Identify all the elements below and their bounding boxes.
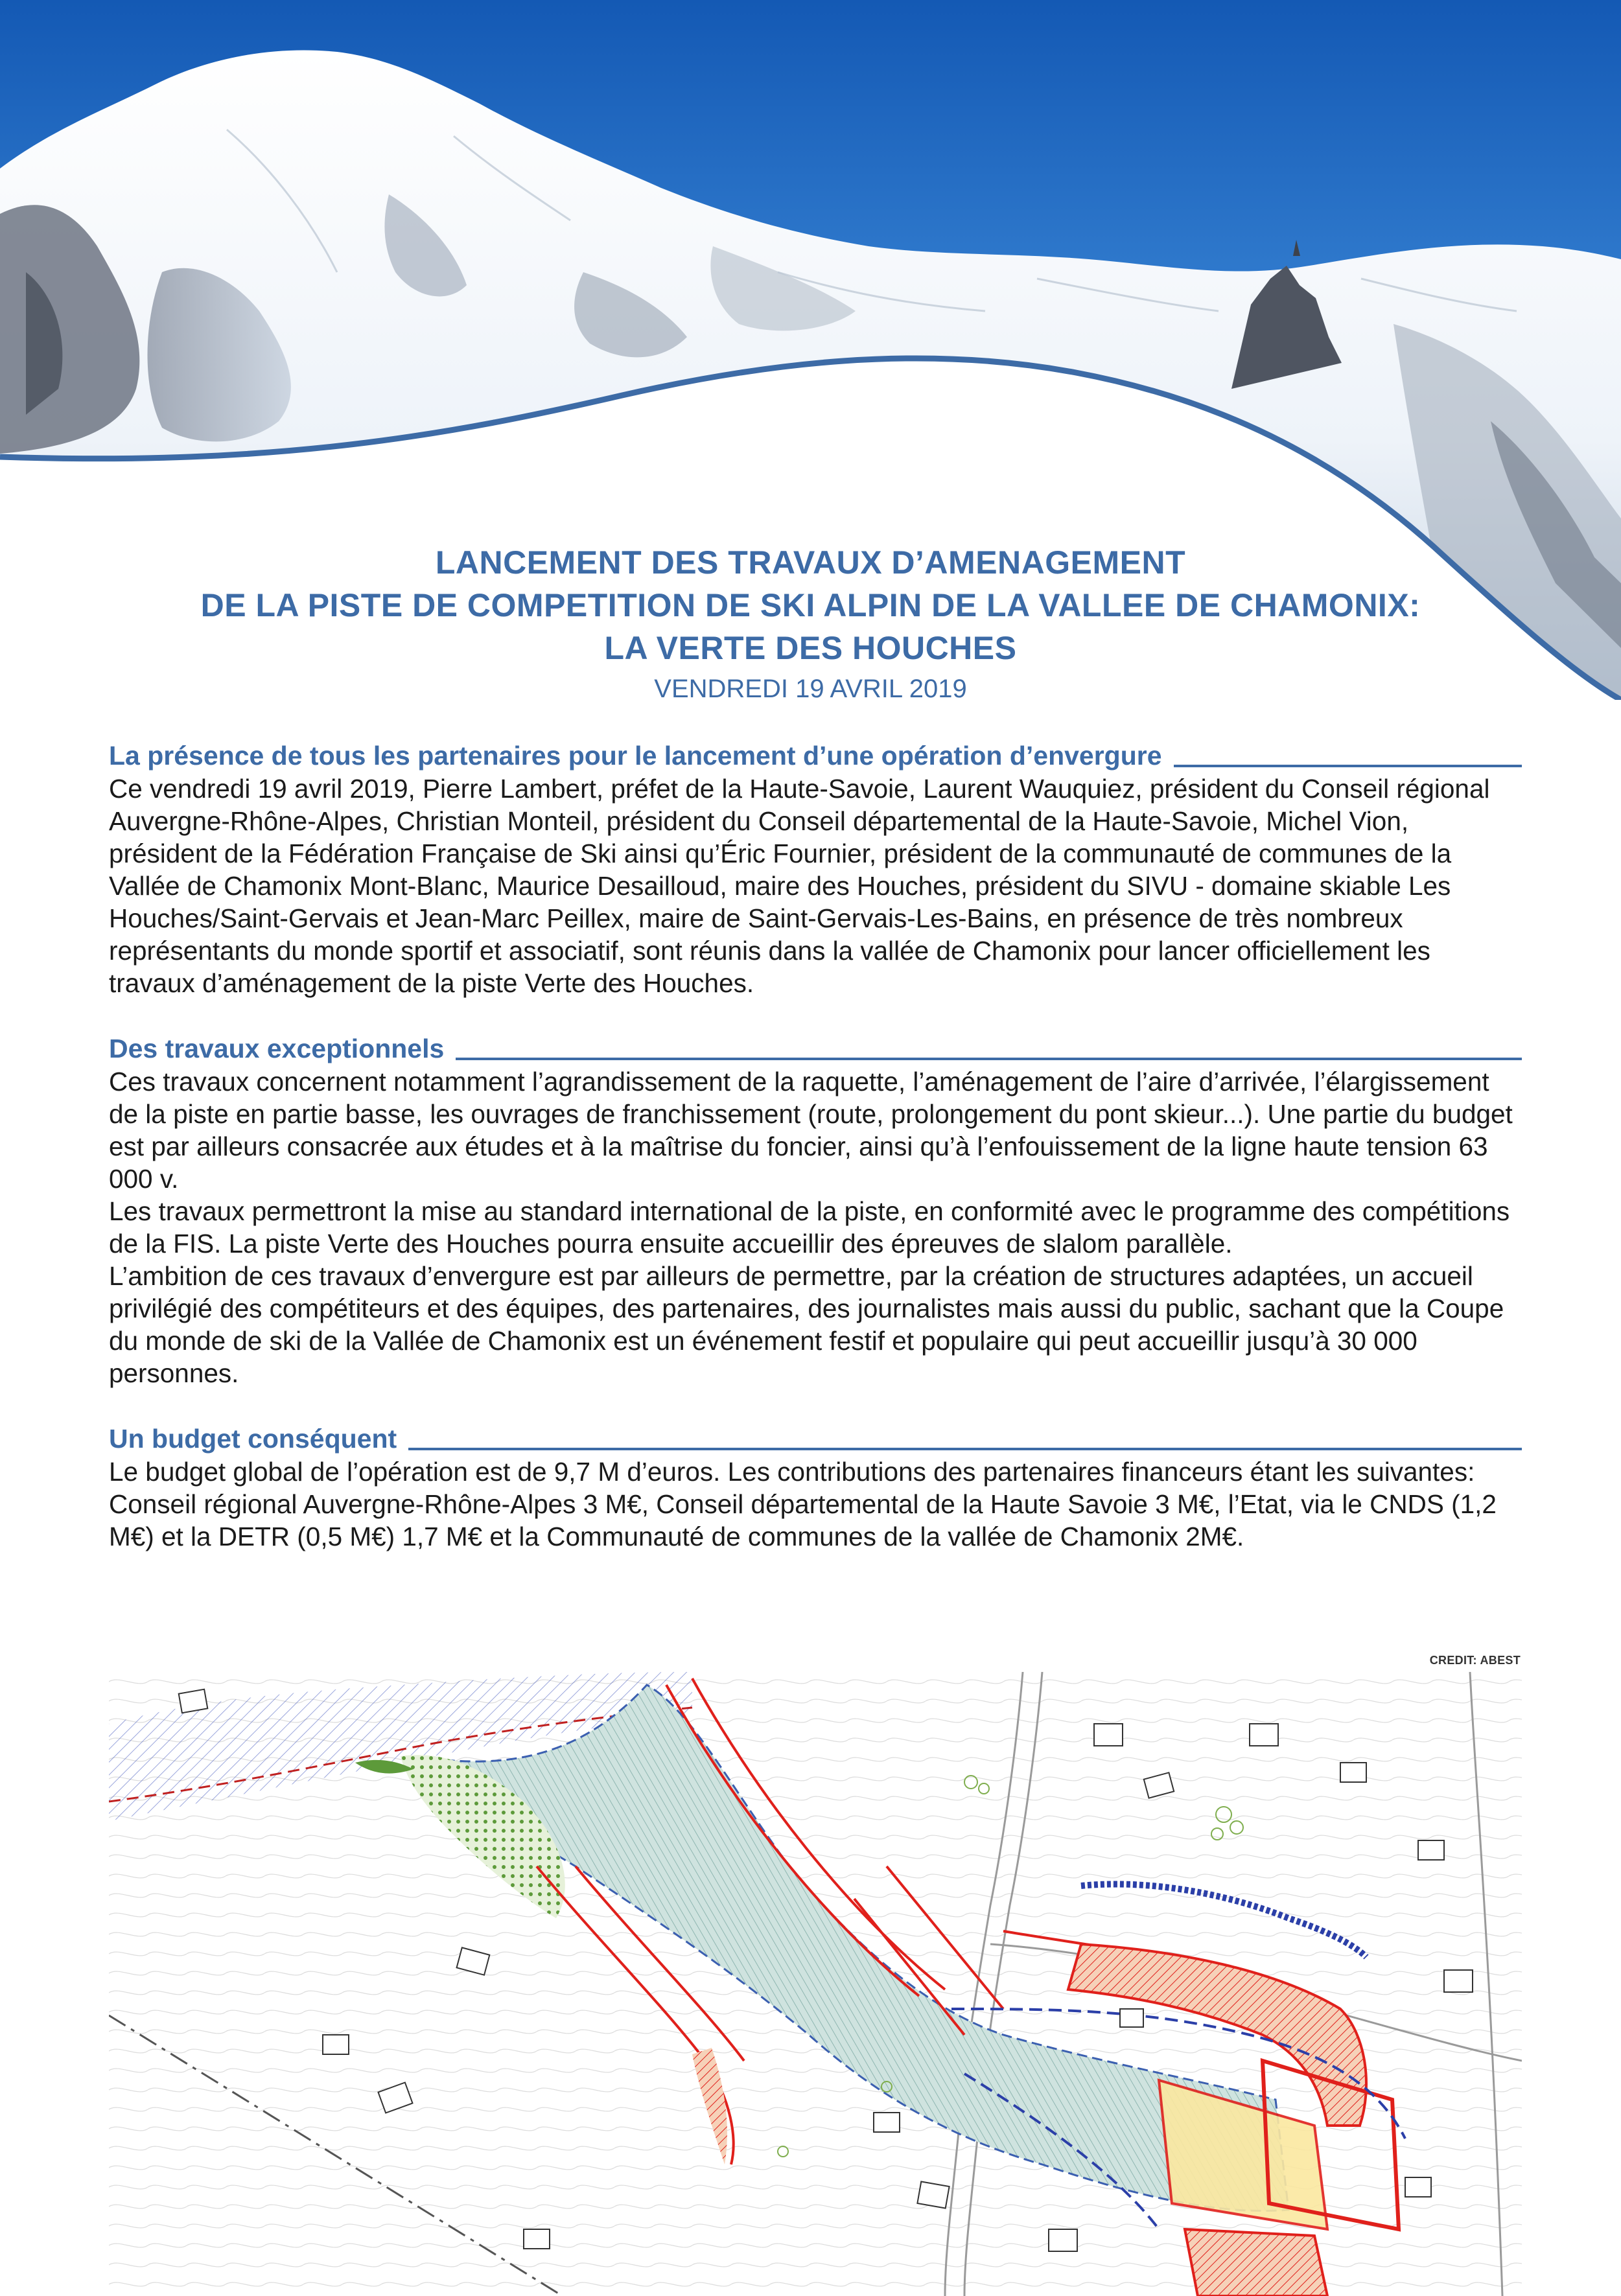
section-budget [109, 1422, 1522, 1553]
section-heading-text: Un budget conséquent [109, 1424, 397, 1454]
title-line-1: LANCEMENT DES TRAVAUX D’AMENAGEMENT [435, 544, 1186, 581]
section-heading [109, 1422, 1522, 1455]
section-partners [109, 739, 1522, 999]
map-credit: CREDIT: ABEST [1429, 1654, 1521, 1667]
section-heading-text: La présence de tous les partenaires pour le lancement d’une opération d’envergure [109, 741, 1162, 771]
document-date: VENDREDI 19 AVRIL 2019 [654, 675, 967, 703]
heading-rule [1174, 765, 1522, 767]
heading-rule [456, 1058, 1522, 1060]
paragraph: Ces travaux concernent notamment l’agrandissement de la raquette, l’aménagement de l’aire d’arrivée, l’élargissement de la piste en partie basse, les ouvrages de franchissement (route, prolongement du pont skieur...). Une partie du budget est par ailleurs consacrée aux études et à la maîtrise du foncier, ainsi qu’à l’enfouissement de la ligne haute tension 63 000 v. [109, 1067, 1513, 1194]
heading-rule [408, 1448, 1522, 1450]
press-release-body [109, 739, 1522, 1585]
paragraph: L’ambition de ces travaux d’envergure est par ailleurs de permettre, par la création de structures adaptées, un accueil privilégié des compétiteurs et des équipes, des partenaires, des journalistes mais aussi du public, sachant que la Coupe du monde de ski de la Vallée de Chamonix est un événement festif et populaire qui peut accueillir jusqu’à 30 000 personnes. [109, 1261, 1504, 1388]
section-heading-text: Des travaux exceptionnels [109, 1034, 445, 1063]
section-works [109, 1032, 1522, 1389]
document-title-block [0, 541, 1621, 707]
paragraph: Le budget global de l’opération est de 9,7 M d’euros. Les contributions des partenaires financeurs étant les suivantes: Conseil régional Auvergne-Rhône-Alpes 3 M€, Conseil départemental de la Haute Savoie 3 M€, l’Etat, via le CNDS (1,2 M€) et la DETR (0,5 M€) 1,7 M€ et la Communauté de communes de la vallée de Chamonix 2M€. [109, 1457, 1497, 1551]
title-line-2: DE LA PISTE DE COMPETITION DE SKI ALPIN DE LA VALLEE DE CHAMONIX: [200, 587, 1421, 623]
section-heading [109, 739, 1522, 772]
paragraph: Les travaux permettront la mise au standard international de la piste, en conformité avec le programme des compétitions de la FIS. La piste Verte des Houches pourra ensuite accueillir des épreuves de slalom parallèle. [109, 1196, 1510, 1258]
title-line-3: LA VERTE DES HOUCHES [604, 630, 1017, 666]
paragraph: Ce vendredi 19 avril 2019, Pierre Lambert, préfet de la Haute-Savoie, Laurent Wauquiez, président du Conseil régional Auvergne-Rhône-Alpes, Christian Monteil, président du Conseil départemental de la Haute-Savoie, Michel Vion, président de la Fédération Française de Ski ainsi qu’Éric Fournier, président de la communauté de communes de la Vallée de Chamonix Mont-Blanc, Maurice Desailloud, maire des Houches, président du SIVU - domaine skiable Les Houches/Saint-Gervais et Jean-Marc Peillex, maire de Saint-Gervais-Les-Bains, en présence de très nombreux représentants du monde sportif et associatif, sont réunis dans la vallée de Chamonix pour lancer officiellement les travaux d’aménagement de la piste Verte des Houches. [109, 774, 1490, 998]
site-plan-map [109, 1672, 1522, 2296]
section-heading [109, 1032, 1522, 1065]
